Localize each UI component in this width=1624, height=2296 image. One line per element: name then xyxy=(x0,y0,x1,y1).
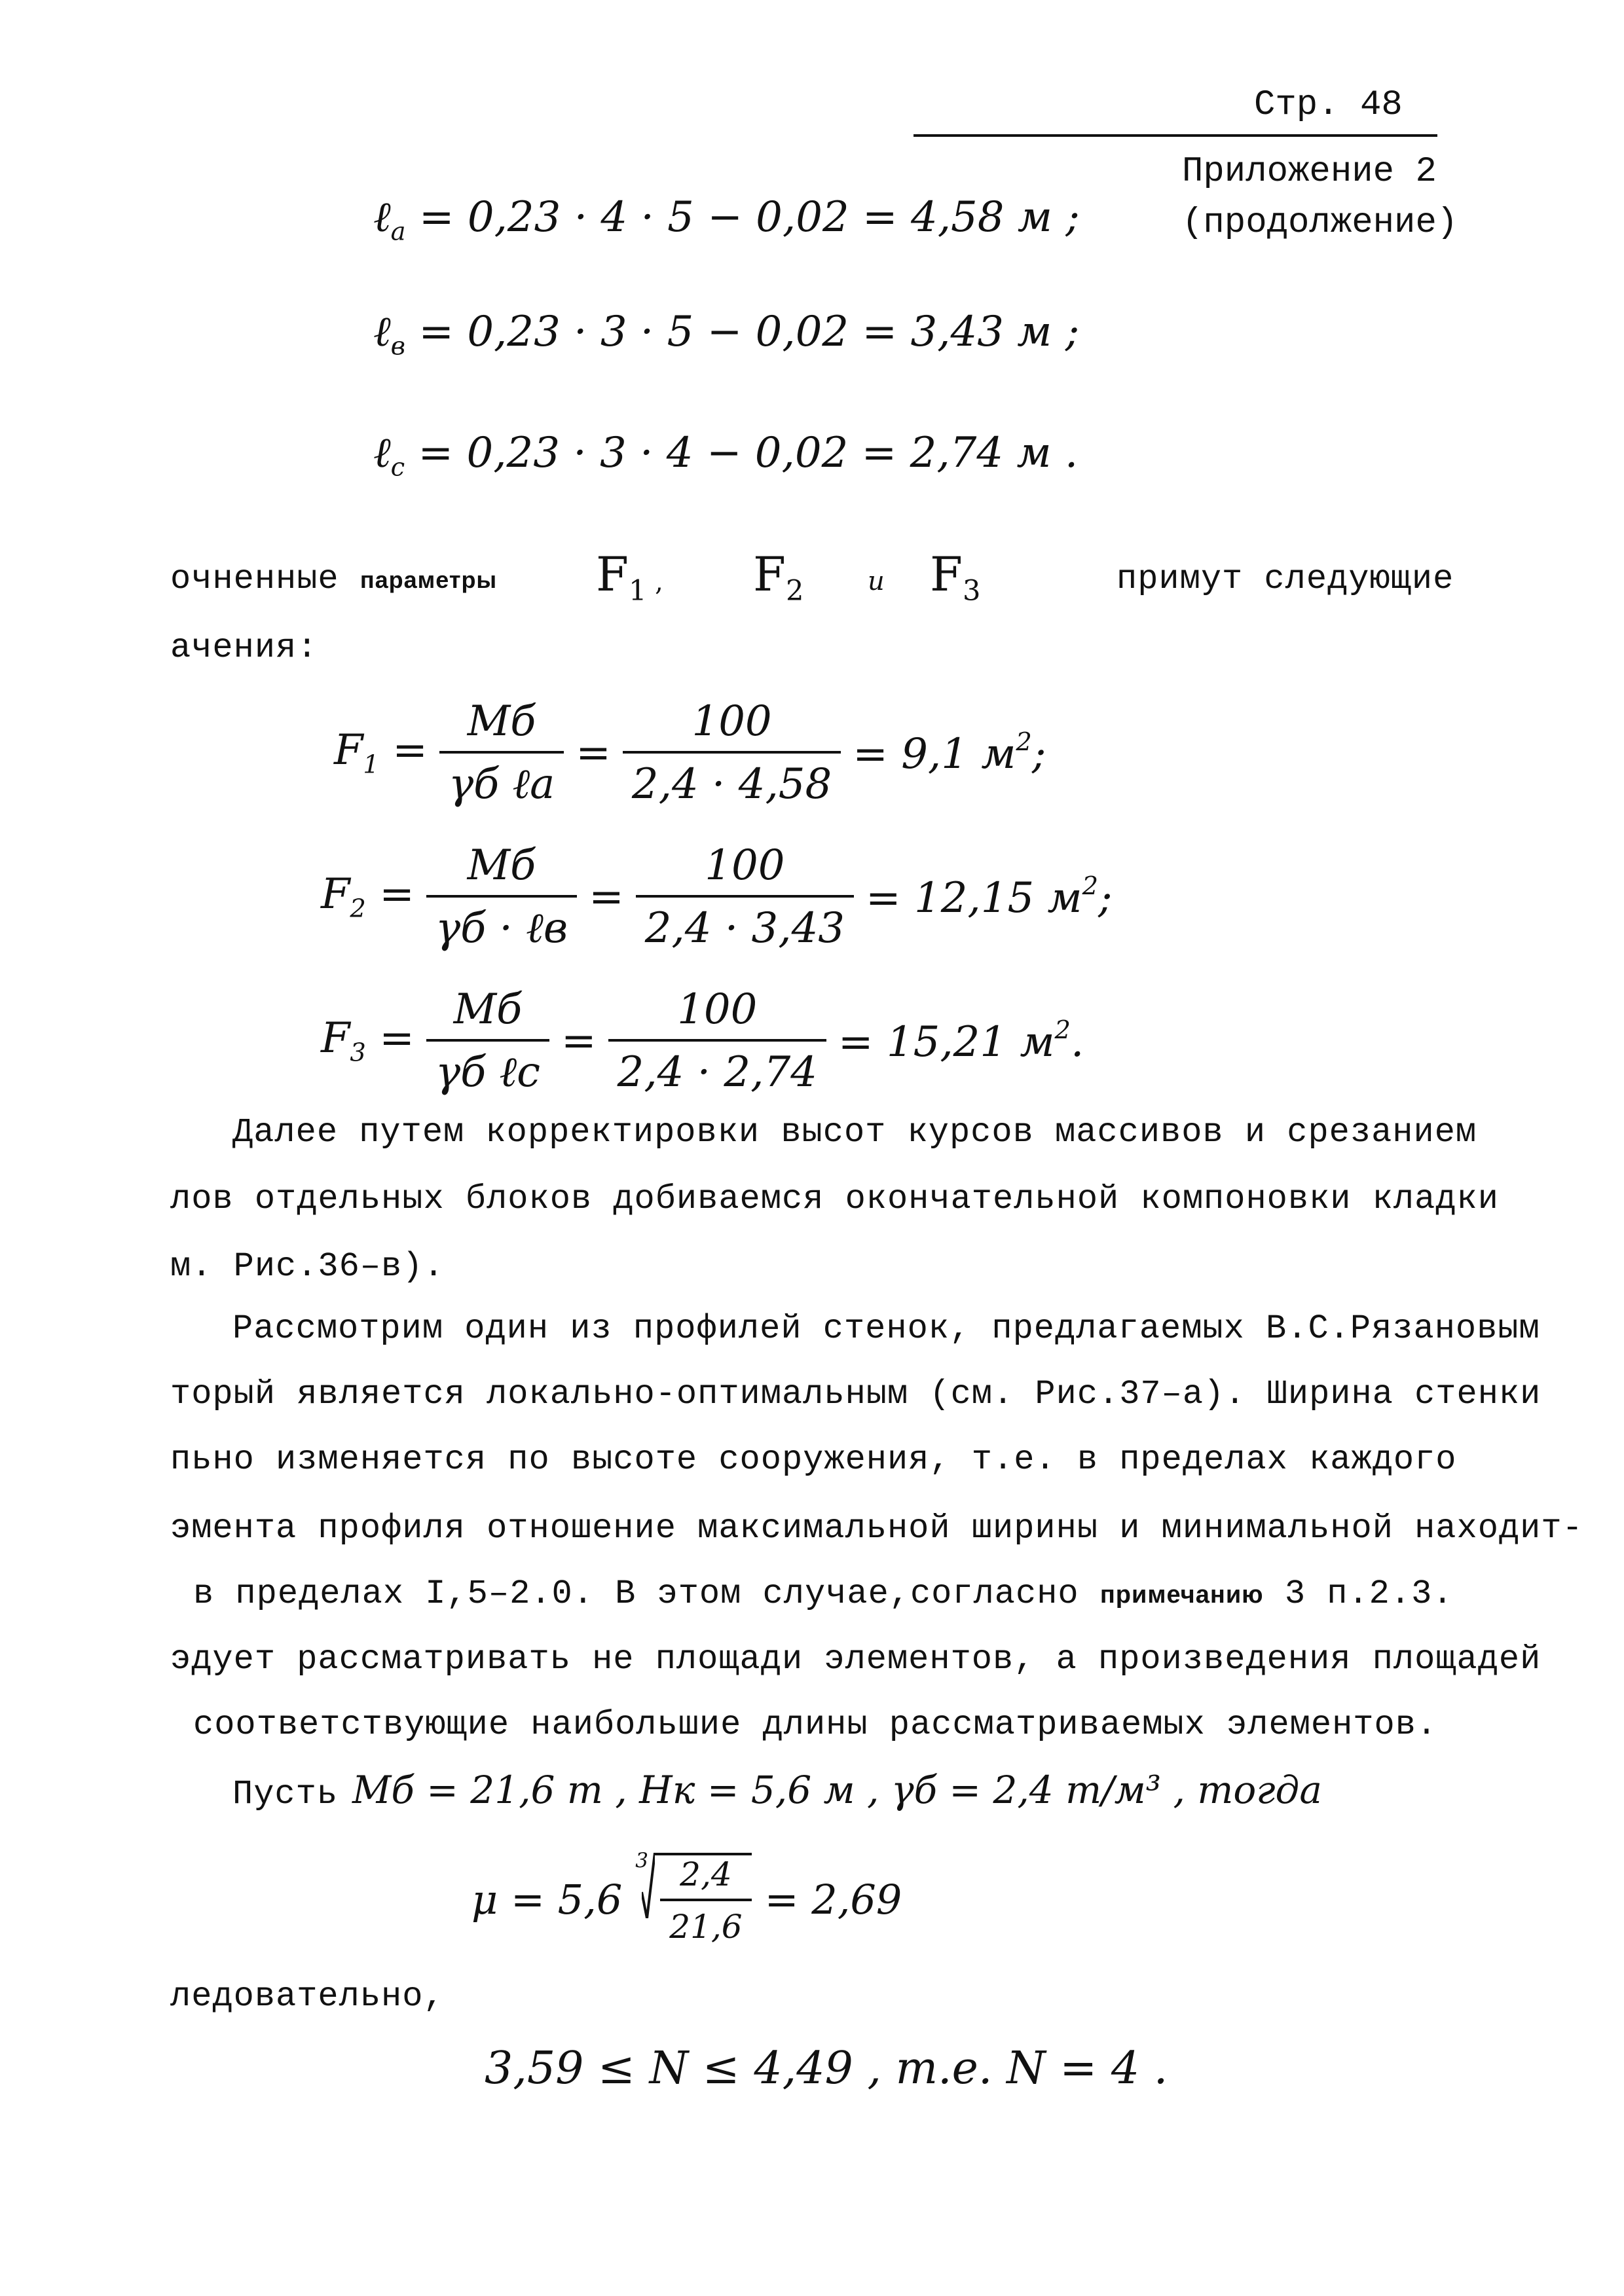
appendix-label: Приложение 2 xyxy=(1182,152,1437,192)
paragraph-2-line-7: соответствующие наибольшие длины рассматриваемых элементов. xyxy=(193,1705,1438,1744)
fraction-symbolic: $\frac{Mб}{\text{γб ℓa}}$ xyxy=(439,697,564,809)
fraction-symbolic: $\frac{Mб}{\text{γб · ℓв}}$ xyxy=(426,841,577,953)
fraction-numeric: $\frac{100}{2,4 \cdot 4,58}$ xyxy=(623,697,841,809)
paragraph-2-line-4: эмента профиля отношение максимальной ширины и минимальной находит- xyxy=(170,1509,1583,1548)
area-formula-f1: $F_1$ = $\frac{Mб}{\text{γб ℓa}}$ = $\frac{100}{2,4 \cdot 4,58}$ = 9,1 $м^2$; xyxy=(334,697,1046,809)
length-expression: = 0,23 · 3 · 5 − 0,02 = 3,43 м ; xyxy=(418,308,1080,356)
paragraph-1-line-2: лов отдельных блоков добиваемся окончательной компоновки кладки xyxy=(170,1180,1499,1218)
params-small-text: параметры xyxy=(360,566,498,593)
area-formula-f3: $F_3$ = $\frac{Mб}{\text{γб ℓc}}$ = $\frac{100}{2,4 \cdot 2,74}$ = 15,21 $м^2$. xyxy=(321,985,1084,1097)
paragraph-1-line-1: Далее путем корректировки высот курсов массивов и срезанием xyxy=(232,1113,1477,1152)
continuation-label: (продолжение) xyxy=(1182,203,1458,243)
fraction-numeric: $\frac{100}{2,4 \cdot 2,74}$ xyxy=(608,985,826,1097)
length-formula-c xyxy=(373,429,1078,482)
params-left-text: очненные xyxy=(170,560,339,598)
formula-result: = 9,1 $м^2$; xyxy=(853,727,1046,778)
paragraph-1-line-3: м. Рис.36–в). xyxy=(170,1247,445,1286)
formula-lhs: $F_3$ = xyxy=(321,1014,415,1068)
param-f2: $F_2$ xyxy=(753,547,804,608)
fraction-symbolic: $\frac{Mб}{\text{γб ℓc}}$ xyxy=(426,985,549,1097)
final-inequality: 3,59 ≤ N ≤ 4,49 , т.е. N = 4 . xyxy=(485,2043,1168,2094)
header-rule xyxy=(913,134,1437,137)
formula-lhs: $F_1$ = xyxy=(334,726,428,780)
radical-sign-icon xyxy=(642,1853,655,1918)
length-symbol: ℓ xyxy=(373,429,391,477)
param-and: и xyxy=(868,566,885,596)
length-formula-a xyxy=(373,193,1080,246)
mu-result: = 2,69 xyxy=(764,1875,902,1923)
note-reference: примечанию xyxy=(1099,1581,1264,1609)
params-line-2: ачения: xyxy=(170,629,318,667)
paragraph-2-line-1: Рассмотрим один из профилей стенок, предлагаемых В.С.Рязановым xyxy=(232,1309,1540,1348)
let-line xyxy=(232,1768,1322,1813)
length-subscript: c xyxy=(390,452,405,483)
formula-result: = 12,15 $м^2$; xyxy=(866,871,1113,922)
length-symbol: ℓ xyxy=(373,308,391,356)
mu-formula xyxy=(471,1849,902,1946)
consequently-text: ледовательно, xyxy=(170,1977,445,2016)
area-formula-f2: $F_2$ = $\frac{Mб}{\text{γб · ℓв}}$ = $\frac{100}{2,4 \cdot 3,43}$ = 12,15 $м^2$; xyxy=(321,841,1113,953)
param-f1: $F_1$ , xyxy=(596,547,663,608)
paragraph-2-line-3: пьно изменяется по высоте сооружения, т.е. в пределах каждого xyxy=(170,1440,1457,1479)
params-right-text: примут следующие xyxy=(1116,560,1454,598)
params-line xyxy=(170,560,497,598)
length-subscript: a xyxy=(390,217,406,247)
length-symbol: ℓ xyxy=(373,193,391,242)
let-expression: Mб = 21,6 т , Hк = 5,6 м , γб = 2,4 т/м³ , тогда xyxy=(352,1768,1322,1812)
paragraph-2-line-6: эдует рассматривать не площади элементов, а произведения площадей xyxy=(170,1640,1541,1679)
fraction-numeric: $\frac{100}{2,4 \cdot 3,43}$ xyxy=(636,841,854,953)
length-subscript: в xyxy=(390,331,406,361)
cube-root: 3 $\frac{2,4}{21,6}$ xyxy=(635,1853,751,1946)
page-number: Стр. 48 xyxy=(1254,85,1403,125)
paragraph-2-line-2: торый является локально-оптимальным (см. Рис.37–а). Ширина стенки xyxy=(170,1375,1541,1413)
formula-result: = 15,21 $м^2$. xyxy=(838,1015,1084,1066)
paragraph-2-line-5: в пределах I,5–2.0. В этом случае,согласно примечанию 3 п.2.3. xyxy=(193,1575,1454,1613)
length-formula-b xyxy=(373,308,1079,361)
mu-lhs: μ = 5,6 xyxy=(471,1875,623,1923)
param-f3: $F_3$ xyxy=(930,547,981,608)
length-expression: = 0,23 · 3 · 4 − 0,02 = 2,74 м . xyxy=(418,429,1079,477)
formula-lhs: $F_2$ = xyxy=(321,870,415,924)
let-prefix: Пусть xyxy=(232,1775,339,1813)
root-index: 3 xyxy=(635,1849,648,1872)
length-expression: = 0,23 · 4 · 5 − 0,02 = 4,58 м ; xyxy=(418,193,1080,242)
